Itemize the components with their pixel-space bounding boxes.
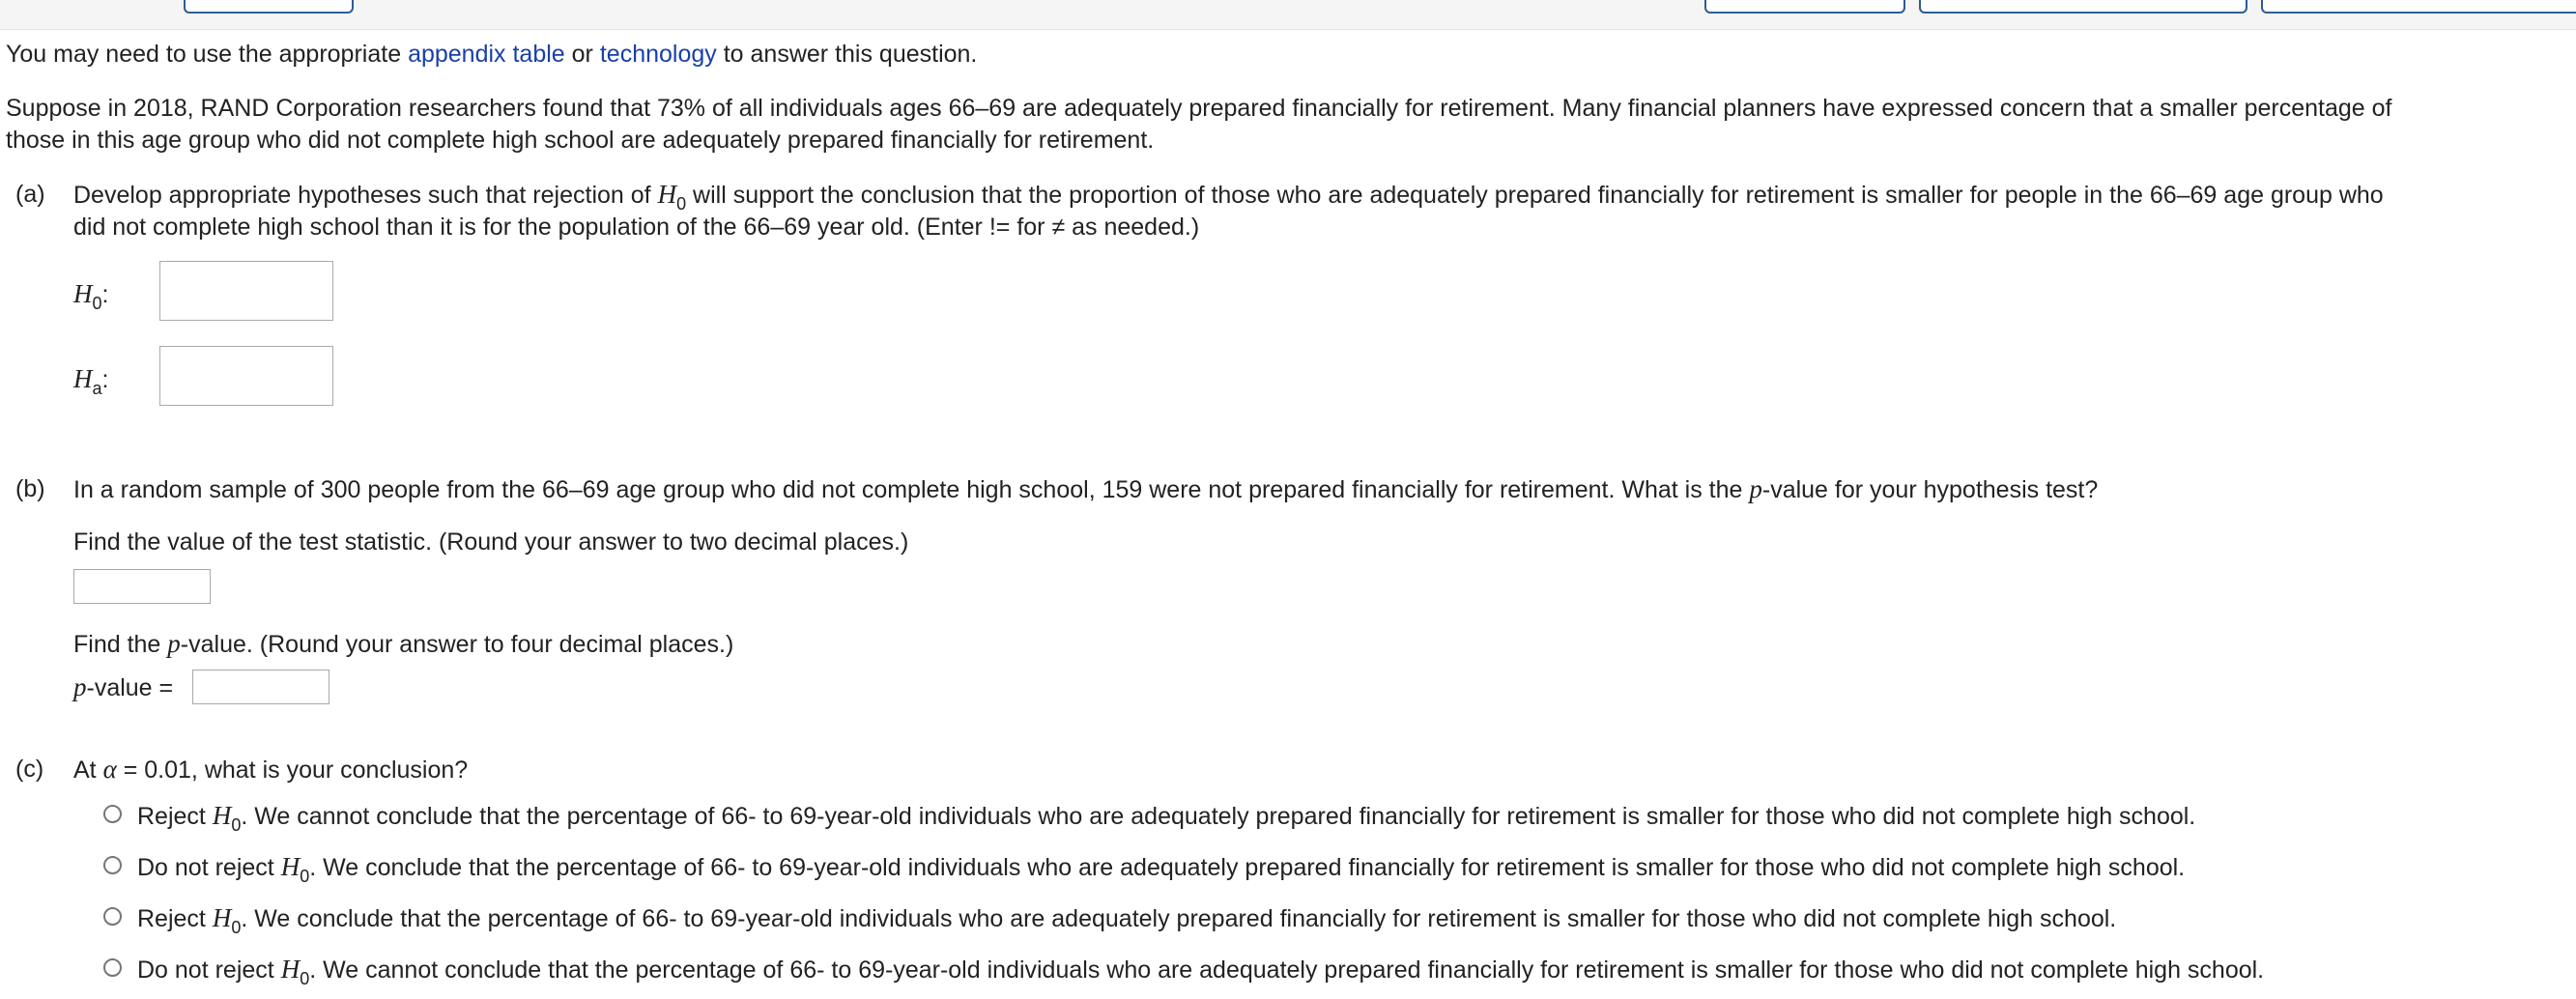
p-value-label-p: p (73, 672, 87, 701)
conclusion-option-1-radio[interactable] (103, 805, 122, 823)
part-b-question (73, 472, 2098, 506)
p-value-label-post: -value = (86, 674, 174, 701)
part-c-question-pre: At (73, 756, 97, 784)
test-statistic-prompt: Find the value of the test statistic. (Round your answer to two decimal places.) (73, 528, 909, 556)
part-b-p-symbol: p (1749, 474, 1762, 503)
h0-subscript: 0 (676, 194, 687, 214)
part-a-line-1 (73, 178, 2384, 214)
part-b-label: (b) (15, 475, 45, 502)
intro-line (6, 38, 977, 71)
alpha-symbol: α (102, 755, 117, 784)
p-value-prompt-p: p (167, 629, 181, 658)
problem-line-1: Suppose in 2018, RAND Corporation researchers found that 73% of all individuals ages 66–69 are adequately prepared financially for retirement. Many financial planners have expressed concern that a smaller percentage of (6, 95, 2392, 122)
h0-label-symbol: H (73, 279, 93, 308)
part-c-question (73, 753, 468, 786)
conclusion-option-1[interactable] (137, 799, 2195, 835)
toolbar-button-right-3[interactable] (2261, 0, 2576, 14)
option-2-pre: Do not reject (137, 854, 274, 881)
ha-label-subscript: a (92, 379, 102, 398)
option-1-pre: Reject (137, 803, 206, 830)
p-value-prompt (73, 627, 733, 661)
p-value-label (73, 671, 173, 704)
option-3-pre: Reject (137, 905, 206, 932)
h0-label-colon: : (101, 281, 109, 308)
test-statistic-input[interactable] (73, 569, 211, 604)
option-4-pre: Do not reject (137, 956, 274, 984)
conclusion-option-3[interactable] (137, 901, 2116, 937)
top-toolbar (0, 0, 2576, 30)
part-b-question-pre: In a random sample of 300 people from the 66–69 age group who did not complete high school, 159 were not prepared financially for retirement. What is the (73, 476, 1743, 503)
conclusion-option-4[interactable] (137, 953, 2264, 988)
h0-input[interactable] (159, 261, 333, 321)
intro-suffix: to answer this question. (723, 41, 978, 68)
part-b-question-post: -value for your hypothesis test? (1761, 476, 2099, 503)
conclusion-option-2[interactable] (137, 850, 2185, 886)
technology-link[interactable]: technology (599, 41, 717, 68)
ha-label-symbol: H (73, 364, 93, 393)
h0-label (73, 277, 108, 313)
conclusion-option-2-radio[interactable] (103, 856, 122, 874)
toolbar-button-right-2[interactable] (1919, 0, 2247, 14)
toolbar-button-right-1[interactable] (1704, 0, 1905, 14)
part-a-label: (a) (15, 181, 45, 208)
intro-prefix: You may need to use the appropriate (6, 41, 402, 68)
h0-label-subscript: 0 (92, 294, 102, 313)
part-a-line-1-pre: Develop appropriate hypotheses such that rejection of (73, 182, 651, 209)
option-3-post: . We conclude that the percentage of 66- to 69-year-old individuals who are adequately prepared financially for retirement is smaller for those who did not complete high school. (241, 905, 2117, 932)
p-value-prompt-pre: Find the (73, 631, 161, 658)
toolbar-button-left[interactable] (184, 0, 354, 14)
part-a-line-1-post: will support the conclusion that the proportion of those who are adequately prepared financially for retirement is smaller for people in the 66–69 age group who (693, 182, 2384, 209)
p-value-prompt-post: -value. (Round your answer to four decimal places.) (180, 631, 734, 658)
part-a-line-2: did not complete high school than it is for the population of the 66–69 year old. (Enter != for ≠ as needed.) (73, 214, 1200, 241)
option-2-sub: 0 (300, 867, 310, 886)
conclusion-option-4-radio[interactable] (103, 958, 122, 977)
problem-line-2: those in this age group who did not complete high school are adequately prepared financially for retirement. (6, 127, 1155, 154)
option-2-h: H (280, 852, 301, 881)
option-1-post: . We cannot conclude that the percentage of 66- to 69-year-old individuals who are adequately prepared financially for retirement is smaller for those who did not complete high school. (241, 803, 2196, 830)
option-1-sub: 0 (231, 815, 242, 835)
p-value-input[interactable] (192, 670, 329, 704)
intro-middle: or (571, 41, 593, 68)
option-3-h: H (212, 903, 232, 932)
option-4-h: H (280, 955, 301, 984)
option-4-sub: 0 (300, 969, 310, 988)
option-2-post: . We conclude that the percentage of 66- to 69-year-old individuals who are adequately prepared financially for retirement is smaller for those who did not complete high school. (309, 854, 2186, 881)
h0-symbol: H (657, 180, 677, 209)
option-3-sub: 0 (231, 918, 242, 937)
part-c-question-post: = 0.01, what is your conclusion? (123, 756, 469, 784)
ha-label (73, 362, 108, 398)
conclusion-option-3-radio[interactable] (103, 907, 122, 926)
option-1-h: H (212, 801, 232, 830)
part-c-label: (c) (15, 756, 44, 783)
ha-input[interactable] (159, 346, 333, 406)
option-4-post: . We cannot conclude that the percentage of 66- to 69-year-old individuals who are adequately prepared financially for retirement is smaller for those who did not complete high school. (309, 956, 2265, 984)
appendix-table-link[interactable]: appendix table (408, 41, 565, 68)
ha-label-colon: : (101, 366, 109, 393)
